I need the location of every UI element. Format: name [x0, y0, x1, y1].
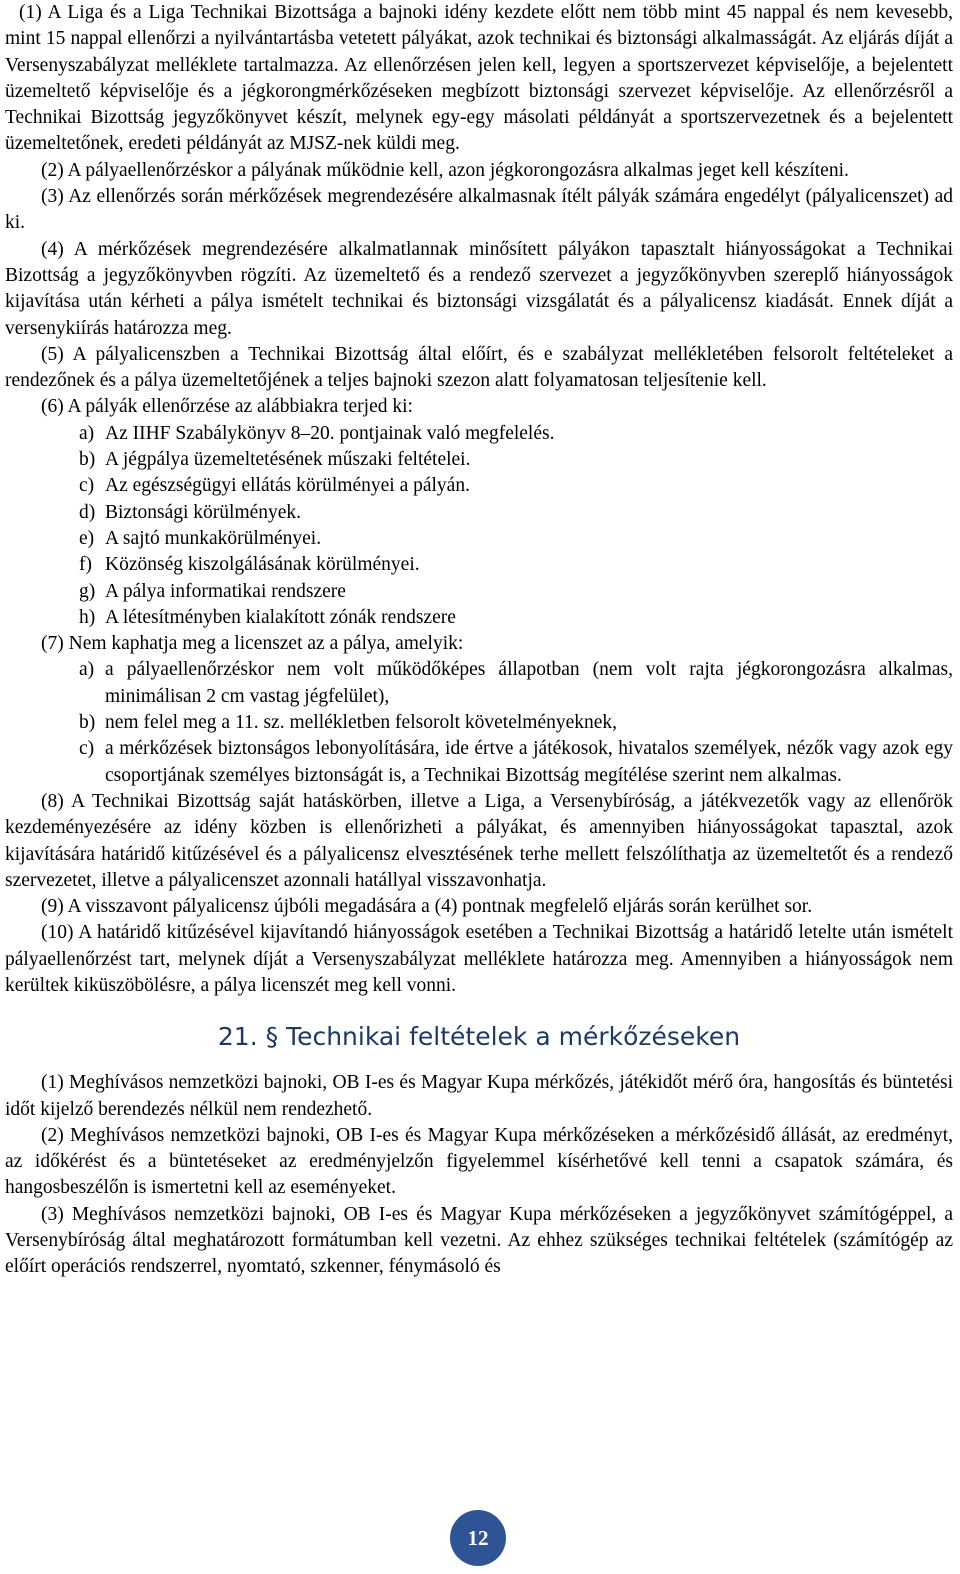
paragraph-5: (5) A pályalicenszben a Technikai Bizottság által előírt, és e szabályzat mellékletében felsorolt feltételeket a rendezőnek és a pálya üzemeltetőjének a teljes bajnoki szezon alatt folyamatosan teljesítenie kell.: [5, 343, 953, 392]
list-item-text: a pályaellenőrzéskor nem volt működőképes állapotban (nem volt rajta jégkorongozásra alkalmas, minimálisan 2 cm vastag jégfelület),: [105, 659, 953, 707]
list-item-text: a mérkőzések biztonságos lebonyolítására, ide értve a játékosok, hivatalos személyek, nézők vagy azok egy csoportjának személyes biztonságát is, a Technikai Bizottság megítélése szerint nem alkalmas.: [105, 738, 953, 786]
paragraph-8: (8) A Technikai Bizottság saját hatáskörben, illetve a Liga, a Versenybíróság, a játékvezetők vagy az ellenőrök kezdeményezésére az idény közben is ellenőrizheti a pályákat, és amennyiben hiányosságokat tapasztal, azok kijavítására határidő kitűzésével és a pályalicensz elvesztésének terhe mellett felszólíthatja az üzemeltetőt és a rendező szervezetet, illetve a pályalicenszet azonnali hatállyal visszavonhatja.: [5, 790, 953, 891]
list-item: [5, 473, 953, 499]
list-item: [5, 500, 953, 526]
list-marker: h): [79, 606, 96, 628]
list-marker: a): [79, 659, 95, 681]
list-marker: f): [79, 554, 92, 576]
paragraph-2: (2) A pályaellenőrzéskor a pályának működnie kell, azon jégkorongozásra alkalmas jeget kell készíteni.: [41, 159, 849, 181]
paragraph-10: (10) A határidő kitűzésével kijavítandó hiányosságok esetében a Technikai Bizottság a határidő letelte után ismételt pályaellenőrzést tart, melynek díját a Versenyszabályzat melléklete határozza meg. Amennyiben a hiányosságok nem kerültek kiküszöbölésre, a pálya licenszét meg kell vonni.: [5, 922, 953, 996]
list-marker: b): [79, 449, 96, 471]
list-marker: d): [79, 501, 96, 523]
license-refusal-list: [5, 657, 953, 788]
page-number-badge: 12: [450, 1510, 506, 1566]
list-item-text: Biztonsági körülmények.: [105, 501, 302, 523]
list-item: [5, 447, 953, 473]
list-item-text: Az IIHF Szabálykönyv 8–20. pontjainak való megfelelés.: [105, 422, 555, 444]
inspection-scope-list: [5, 421, 953, 631]
section-paragraph-2: (2) Meghívásos nemzetközi bajnoki, OB I-es és Magyar Kupa mérkőzéseken a mérkőzésidő állását, az eredményt, az időkérést és a büntetéseket az eredményjelzőn figyelemmel kísérhetővé kell tenni a csapatok számára, és hangosbeszélőn is ismertetni kell az eseményeket.: [5, 1124, 953, 1199]
section-paragraph-1: (1) Meghívásos nemzetközi bajnoki, OB I-es és Magyar Kupa mérkőzés, játékidőt mérő óra, hangosítás és büntetési időt kijelző berendezés nélkül nem rendezhető.: [5, 1072, 953, 1120]
list-item: [5, 605, 953, 631]
list-marker: a): [79, 422, 95, 444]
list-marker: c): [79, 475, 95, 497]
list-marker: c): [79, 738, 95, 760]
section-paragraph-3: (3) Meghívásos nemzetközi bajnoki, OB I-es és Magyar Kupa mérkőzéseken a jegyzőkönyvet számítógéppel, a Versenybíróság által meghatározott formátumban kell vezetni. Az ehhez szükséges technikai feltételek (számítógép az előírt operációs rendszerrel, nyomtató, szkenner, fénymásoló és: [5, 1203, 953, 1278]
list-item-text: A sajtó munkakörülményei.: [105, 527, 322, 549]
paragraph-1: (1) A Liga és a Liga Technikai Bizottsága a bajnoki idény kezdete előtt nem több mint 45 nappal és nem kevesebb, mint 15 nappal ellenőrzi a nyilvántartásba vetetett pályákat, azok technikai és biztonsági alkalmasságát. Az eljárás díját a Versenyszabályzat melléklete tartalmazza. Az ellenőrzésen jelen kell, legyen a sportszervezet képviselője, a bejelentett üzemeltető képviselője és a jégkorongmérkőzéseken megbízott biztonsági szervezet képviselője. Az ellenőrzésről a Technikai Bizottság jegyzőkönyvet készít, melynek egy-egy másolati példányát a sportszervezetnek és a bejelentett üzemeltetőnek, eredeti példányát az MJSZ-nek küldi meg.: [5, 2, 953, 155]
list-item: [5, 710, 953, 736]
paragraph-3: (3) Az ellenőrzés során mérkőzések megrendezésére alkalmasnak ítélt pályák számára engedélyt (pályalicenszet) ad ki.: [5, 186, 953, 234]
list-item-text: A létesítményben kialakított zónák rendszere: [105, 606, 456, 628]
list-item-text: Közönség kiszolgálásának körülményei.: [105, 554, 420, 576]
list-item-text: A jégpálya üzemeltetésének műszaki feltételei.: [105, 449, 471, 471]
list-item: [5, 579, 953, 605]
list-item: [5, 526, 953, 552]
list-item: [5, 657, 953, 710]
list-marker: e): [79, 527, 95, 549]
paragraph-6: (6) A pályák ellenőrzése az alábbiakra terjed ki:: [41, 396, 413, 418]
list-item: [5, 552, 953, 578]
list-item-text: nem felel meg a 11. sz. mellékletben felsorolt követelményeknek,: [105, 712, 618, 734]
list-item-text: A pálya informatikai rendszere: [105, 580, 346, 602]
list-item-text: Az egészségügyi ellátás körülményei a pályán.: [105, 475, 470, 497]
list-marker: g): [79, 580, 96, 602]
document-page: [5, 0, 953, 1281]
list-item: [5, 736, 953, 789]
paragraph-4: (4) A mérkőzések megrendezésére alkalmatlannak minősített pályákon tapasztalt hiányosságokat a Technikai Bizottság a jegyzőkönyvben rögzíti. Az üzemeltető és a rendező szervezet a jegyzőkönyvben szereplő hiányosságok kijavítása után kérheti a pálya ismételt technikai és biztonsági vizsgálatát és a pályalicensz kiadását. Ennek díját a versenykiírás határozza meg.: [5, 238, 953, 339]
section-heading: 21. § Technikai feltételek a mérkőzéseken: [217, 1022, 741, 1052]
list-item: [5, 421, 953, 447]
list-marker: b): [79, 712, 96, 734]
paragraph-7: (7) Nem kaphatja meg a licenszet az a pálya, amelyik:: [41, 633, 464, 655]
paragraph-9: (9) A visszavont pályalicensz újbóli megadására a (4) pontnak megfelelő eljárás során kerülhet sor.: [41, 896, 813, 918]
